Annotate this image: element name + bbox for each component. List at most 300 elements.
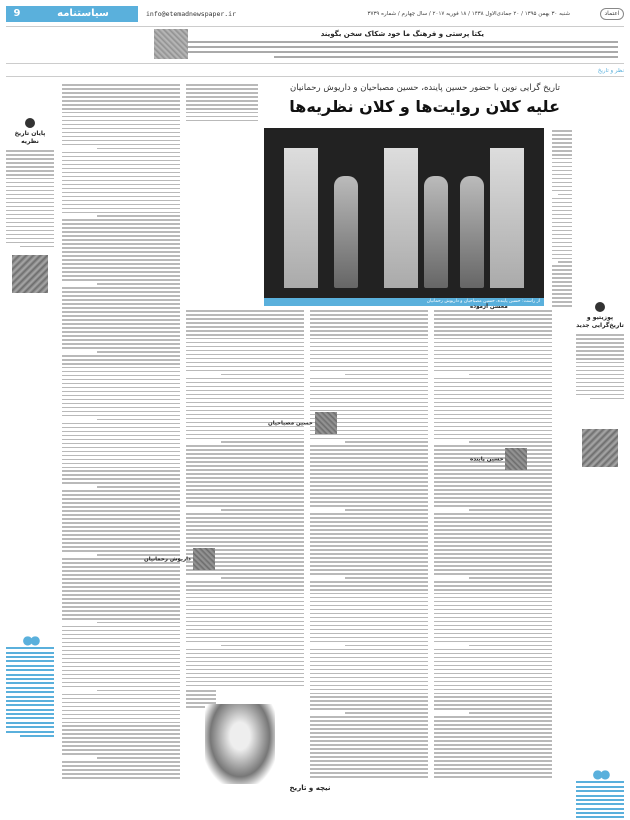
- text-line: [310, 521, 428, 523]
- text-line: [310, 585, 428, 587]
- text-line: [310, 661, 428, 663]
- text-line: [62, 510, 180, 512]
- text-line: [434, 434, 552, 436]
- text-line: [186, 541, 304, 543]
- text-line: [310, 537, 428, 539]
- text-line: [434, 402, 552, 404]
- nietzsche-portrait: [205, 704, 275, 784]
- text-line: [62, 188, 180, 190]
- text-line: [310, 673, 428, 675]
- text-line: [62, 204, 180, 206]
- text-line: [186, 657, 304, 659]
- text-line: [310, 541, 428, 543]
- text-line: [310, 318, 428, 320]
- text-line: [97, 419, 180, 421]
- text-line: [434, 772, 552, 774]
- text-line: [221, 509, 304, 511]
- author-byline: [470, 304, 508, 310]
- text-line: [97, 215, 180, 217]
- text-line: [62, 749, 180, 751]
- text-line: [221, 577, 304, 579]
- text-line: [186, 445, 304, 447]
- text-line: [434, 366, 552, 368]
- text-line: [62, 578, 180, 580]
- text-line: [186, 573, 304, 575]
- text-line: [345, 712, 428, 714]
- text-line: [62, 355, 180, 357]
- text-line: [62, 152, 180, 154]
- text-line: [552, 130, 572, 132]
- text-line: [434, 589, 552, 591]
- text-line: [310, 756, 428, 758]
- text-line: [434, 581, 552, 583]
- text-line: [434, 394, 552, 396]
- text-line: [62, 267, 180, 269]
- text-line: [186, 362, 304, 364]
- text-line: [310, 685, 428, 687]
- text-line: [62, 682, 180, 684]
- text-line: [552, 142, 572, 144]
- text-line: [62, 132, 180, 134]
- text-line: [310, 732, 428, 734]
- text-line: [552, 297, 572, 299]
- text-line: [310, 569, 428, 571]
- text-line: [62, 259, 180, 261]
- text-line: [310, 708, 428, 710]
- text-line: [434, 685, 552, 687]
- text-line: [62, 160, 180, 162]
- text-line: [310, 497, 428, 499]
- text-line: [469, 509, 552, 511]
- text-line: [310, 338, 428, 340]
- text-line: [62, 538, 180, 540]
- text-line: [62, 522, 180, 524]
- text-line: [62, 112, 180, 114]
- text-line: [434, 553, 552, 555]
- text-line: [310, 764, 428, 766]
- text-line: [62, 383, 180, 385]
- text-line: [434, 505, 552, 507]
- text-line: [434, 382, 552, 384]
- text-line: [310, 378, 428, 380]
- text-line: [186, 489, 304, 491]
- text-line: [552, 162, 572, 164]
- text-line: [62, 590, 180, 592]
- text-line: [310, 438, 428, 440]
- text-line: [186, 641, 304, 643]
- text-line: [62, 172, 180, 174]
- text-line: [434, 414, 552, 416]
- text-line: [62, 331, 180, 333]
- text-line: [310, 549, 428, 551]
- text-line: [186, 358, 304, 360]
- text-line: [434, 398, 552, 400]
- text-line: [310, 529, 428, 531]
- text-line: [62, 243, 180, 245]
- left-sidebar-heading: پایان تاریخ نظریه: [14, 130, 46, 145]
- text-line: [186, 669, 304, 671]
- text-line: [186, 406, 304, 408]
- text-line: [310, 513, 428, 515]
- text-line: [62, 379, 180, 381]
- text-line: [310, 469, 428, 471]
- text-line: [62, 718, 180, 720]
- text-line: [434, 617, 552, 619]
- text-line: [62, 455, 180, 457]
- text-line: [434, 601, 552, 603]
- text-line: [310, 354, 428, 356]
- text-line: [186, 453, 304, 455]
- text-line: [62, 602, 180, 604]
- text-line: [310, 453, 428, 455]
- text-line: [186, 505, 304, 507]
- text-line: [62, 474, 180, 476]
- quote-icon: [25, 118, 35, 128]
- text-line: [345, 374, 428, 376]
- text-line: [434, 641, 552, 643]
- text-line: [310, 633, 428, 635]
- text-line: [310, 693, 428, 695]
- text-line: [62, 391, 180, 393]
- body-column-3: [310, 310, 428, 780]
- text-line: [552, 285, 572, 287]
- text-line: [62, 335, 180, 337]
- text-line: [62, 411, 180, 413]
- text-line: [469, 712, 552, 714]
- text-line: [62, 84, 180, 86]
- text-line: [310, 334, 428, 336]
- text-line: [62, 403, 180, 405]
- text-line: [434, 378, 552, 380]
- text-line: [310, 581, 428, 583]
- masthead-bar: [6, 6, 624, 22]
- text-line: [62, 271, 180, 273]
- text-line: [186, 617, 304, 619]
- text-line: [434, 422, 552, 424]
- text-line: [62, 745, 180, 747]
- text-line: [434, 354, 552, 356]
- text-line: [552, 269, 572, 271]
- text-line: [469, 645, 552, 647]
- text-line: [62, 506, 180, 508]
- text-line: [434, 549, 552, 551]
- text-line: [62, 630, 180, 632]
- text-line: [310, 533, 428, 535]
- text-line: [434, 700, 552, 702]
- text-line: [310, 597, 428, 599]
- text-line: [310, 653, 428, 655]
- text-line: [310, 346, 428, 348]
- text-line: [310, 410, 428, 412]
- author-name: حسین مصباحیان: [268, 420, 313, 427]
- text-line: [62, 359, 180, 361]
- text-line: [62, 725, 180, 727]
- text-line: [552, 186, 572, 188]
- text-line: [434, 605, 552, 607]
- newspaper-logo: اعتماد: [600, 8, 624, 20]
- text-line: [62, 459, 180, 461]
- text-line: [62, 116, 180, 118]
- text-line: [434, 573, 552, 575]
- text-line: [62, 706, 180, 708]
- text-line: [310, 752, 428, 754]
- text-line: [186, 673, 304, 675]
- text-line: [186, 366, 304, 368]
- text-line: [62, 598, 180, 600]
- quote-title: یکتا پرستی و فرهنگ ما خود شکاک سخن بگویند: [320, 30, 484, 38]
- text-line: [62, 654, 180, 656]
- text-line: [186, 84, 258, 86]
- text-line: [62, 239, 180, 241]
- text-line: [434, 326, 552, 328]
- right-sidebar: [576, 82, 624, 802]
- right-sidebar-heading: پوزیتیو و تاریخ‌گرایی جدید: [576, 314, 624, 329]
- text-line: [62, 447, 180, 449]
- text-line: [62, 124, 180, 126]
- text-line: [186, 100, 258, 102]
- text-line: [310, 398, 428, 400]
- text-line: [434, 481, 552, 483]
- text-line: [186, 88, 258, 90]
- text-line: [434, 517, 552, 519]
- text-line: [434, 426, 552, 428]
- author-box: [144, 548, 215, 570]
- text-line: [186, 465, 304, 467]
- text-line: [62, 634, 180, 636]
- section-tab[interactable]: سیاستنامه: [28, 6, 138, 22]
- text-line: [97, 351, 180, 353]
- text-line: [310, 501, 428, 503]
- text-line: [434, 748, 552, 750]
- text-line: [434, 370, 552, 372]
- text-line: [310, 402, 428, 404]
- text-line: [434, 752, 552, 754]
- text-line: [62, 765, 180, 767]
- text-line: [310, 740, 428, 742]
- text-line: [552, 158, 572, 160]
- text-line: [552, 150, 572, 152]
- text-line: [62, 367, 180, 369]
- text-line: [310, 457, 428, 459]
- text-line: [62, 582, 180, 584]
- text-line: [310, 449, 428, 451]
- text-line: [186, 310, 304, 312]
- text-line: [62, 235, 180, 237]
- text-line: [62, 729, 180, 731]
- sidebar-photo: [12, 255, 48, 293]
- text-line: [552, 214, 572, 216]
- text-line: [310, 505, 428, 507]
- text-line: [310, 465, 428, 467]
- text-line: [186, 513, 304, 515]
- text-line: [434, 696, 552, 698]
- text-line: [221, 374, 304, 376]
- text-line: [434, 346, 552, 348]
- text-line: [434, 334, 552, 336]
- text-line: [62, 164, 180, 166]
- right-sidebar-text: [576, 334, 624, 399]
- text-line: [62, 227, 180, 229]
- text-line: [310, 589, 428, 591]
- text-line: [310, 489, 428, 491]
- text-line: [310, 477, 428, 479]
- text-line: [186, 112, 258, 114]
- text-line: [552, 254, 572, 256]
- text-line: [310, 776, 428, 778]
- text-line: [434, 497, 552, 499]
- author-box: [470, 448, 527, 470]
- text-line: [310, 406, 428, 408]
- text-line: [186, 665, 304, 667]
- text-line: [62, 463, 180, 465]
- text-line: [186, 593, 304, 595]
- text-line: [434, 473, 552, 475]
- text-line: [62, 96, 180, 98]
- text-line: [434, 314, 552, 316]
- text-line: [434, 585, 552, 587]
- text-line: [186, 613, 304, 615]
- text-line: [62, 427, 180, 429]
- text-line: [310, 314, 428, 316]
- text-line: [62, 120, 180, 122]
- text-line: [62, 606, 180, 608]
- text-line: [186, 625, 304, 627]
- text-line: [310, 326, 428, 328]
- text-line: [186, 661, 304, 663]
- author-photo: [505, 448, 527, 470]
- text-line: [434, 322, 552, 324]
- text-line: [62, 299, 180, 301]
- body-column-4: [434, 310, 552, 780]
- text-line: [434, 501, 552, 503]
- text-line: [310, 637, 428, 639]
- text-line: [345, 509, 428, 511]
- text-line: [310, 525, 428, 527]
- text-line: [186, 461, 304, 463]
- text-line: [62, 184, 180, 186]
- text-line: [62, 208, 180, 210]
- text-line: [558, 261, 572, 263]
- text-line: [434, 489, 552, 491]
- text-line: [62, 319, 180, 321]
- text-line: [434, 764, 552, 766]
- text-line: [186, 354, 304, 356]
- email-link[interactable]: info@etemadnewspaper.ir: [146, 10, 237, 18]
- text-line: [62, 192, 180, 194]
- text-line: [434, 736, 552, 738]
- text-line: [310, 736, 428, 738]
- text-line: [434, 740, 552, 742]
- dateline: شنبه ۳۰ بهمن ۱۳۹۵ / ۲۰ جمادی‌الاول ۱۴۳۸ / ۱۸ فوریه ۲۰۱۷ / سال چهارم / شماره ۳۷۳۹: [367, 11, 570, 17]
- text-line: [62, 399, 180, 401]
- text-line: [552, 154, 572, 156]
- text-line: [310, 461, 428, 463]
- article-headline: علیه کلان روایت‌ها و کلان نظریه‌ها: [289, 97, 560, 116]
- text-line: [434, 445, 552, 447]
- text-line: [310, 700, 428, 702]
- text-line: [434, 728, 552, 730]
- text-line: [62, 200, 180, 202]
- text-line: [186, 378, 304, 380]
- text-line: [186, 449, 304, 451]
- text-line: [552, 273, 572, 275]
- text-line: [434, 693, 552, 695]
- text-line: [186, 585, 304, 587]
- text-line: [310, 362, 428, 364]
- quote-portrait: [154, 29, 188, 59]
- text-line: [186, 390, 304, 392]
- text-line: [62, 662, 180, 664]
- text-line: [186, 597, 304, 599]
- text-line: [62, 674, 180, 676]
- text-line: [186, 473, 304, 475]
- text-line: [310, 358, 428, 360]
- text-line: [62, 769, 180, 771]
- text-line: [62, 646, 180, 648]
- text-line: [552, 226, 572, 228]
- text-line: [469, 374, 552, 376]
- text-line: [186, 621, 304, 623]
- body-column-5: [552, 130, 572, 310]
- text-line: [434, 406, 552, 408]
- text-line: [310, 553, 428, 555]
- text-line: [62, 415, 180, 417]
- text-line: [434, 438, 552, 440]
- text-line: [62, 470, 180, 472]
- text-line: [434, 537, 552, 539]
- text-line: [62, 196, 180, 198]
- text-line: [62, 678, 180, 680]
- text-line: [186, 394, 304, 396]
- text-line: [310, 625, 428, 627]
- text-line: [310, 629, 428, 631]
- text-line: [186, 322, 304, 324]
- text-line: [62, 694, 180, 696]
- text-line: [97, 283, 180, 285]
- text-line: [310, 657, 428, 659]
- author-name: داریوش رحمانیان: [144, 556, 191, 563]
- text-line: [62, 714, 180, 716]
- text-line: [62, 423, 180, 425]
- text-line: [552, 301, 572, 303]
- text-line: [97, 148, 180, 150]
- text-line: [434, 621, 552, 623]
- box-title: نیچه و تاریخ: [289, 784, 331, 792]
- text-line: [552, 234, 572, 236]
- text-line: [186, 690, 216, 692]
- text-line: [62, 574, 180, 576]
- text-line: [310, 669, 428, 671]
- page-number: 9: [6, 6, 28, 22]
- text-line: [434, 561, 552, 563]
- text-line: [345, 577, 428, 579]
- text-line: [62, 144, 180, 146]
- text-line: [97, 622, 180, 624]
- text-line: [62, 407, 180, 409]
- text-line: [62, 666, 180, 668]
- text-line: [434, 768, 552, 770]
- text-line: [558, 194, 572, 196]
- text-line: [62, 303, 180, 305]
- text-line: [310, 517, 428, 519]
- text-line: [434, 665, 552, 667]
- text-line: [186, 501, 304, 503]
- text-line: [62, 100, 180, 102]
- text-line: [434, 430, 552, 432]
- text-line: [552, 293, 572, 295]
- text-line: [186, 382, 304, 384]
- text-line: [434, 669, 552, 671]
